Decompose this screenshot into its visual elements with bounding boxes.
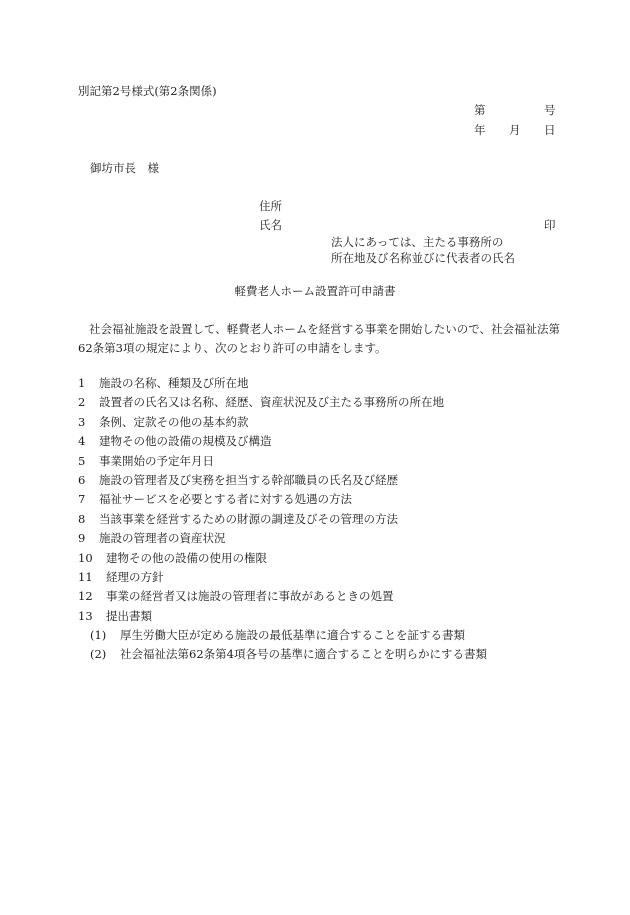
- list-item: [78, 591, 487, 610]
- list-item: [78, 550, 487, 572]
- item-number: 5: [78, 453, 86, 468]
- item-text: 福祉サービスを必要とする者に対する処遇の方法: [99, 492, 352, 507]
- sub-list-item: [78, 649, 487, 668]
- item-text: 建物その他の設備の規模及び構造: [99, 434, 272, 449]
- item-number: 4: [78, 434, 86, 449]
- item-number: 2: [78, 395, 86, 410]
- item-number: 11: [78, 569, 93, 584]
- sub-item-text: 厚生労働大臣が定める施設の最低基準に適合することを証する書類: [120, 628, 465, 643]
- list-item: [78, 494, 487, 513]
- item-text: 施設の管理者の資産状況: [99, 531, 226, 546]
- addressee: 御坊市長 様: [90, 161, 159, 175]
- sub-item-text: 社会福祉法第62条第4項各号の基準に適合することを明らかにする書類: [120, 647, 487, 662]
- item-text: 施設の管理者及び実務を担当する幹部職員の氏名及び経歴: [99, 472, 398, 487]
- item-text: 条例、定款その他の基本約款: [99, 414, 249, 429]
- corporation-note-line: 所在地及び名称並びに代表者の氏名: [331, 250, 515, 265]
- list-item: [78, 533, 487, 552]
- item-number: 12: [78, 589, 93, 604]
- date-year: 年: [474, 123, 486, 137]
- item-text: 当該事業を経営するための財源の調達及びその管理の方法: [99, 511, 398, 526]
- item-text: 事業開始の予定年月日: [99, 453, 214, 468]
- date-month: 月: [509, 123, 521, 137]
- address-label: 住所: [259, 199, 282, 213]
- document-title: 軽費老人ホーム設置許可申請書: [234, 284, 396, 298]
- item-number: 1: [78, 376, 86, 390]
- item-text: 事業の経営者又は施設の管理者に事故があるときの処置: [106, 589, 394, 604]
- sub-item-number: (2): [90, 647, 107, 662]
- name-label: 氏名: [259, 218, 282, 232]
- item-text: 提出書類: [106, 608, 152, 623]
- item-number: 3: [78, 414, 86, 429]
- item-number: 7: [78, 492, 86, 507]
- seal-mark: 印: [544, 218, 556, 232]
- list-item: [78, 397, 487, 416]
- document-number-suffix: 号: [544, 103, 556, 117]
- item-number: 10: [78, 550, 93, 565]
- date-day: 日: [544, 123, 556, 137]
- application-body: 社会福祉施設を設置して、軽費老人ホームを経営する事業を開始したいので、社会福祉法第62条第3項の規定により、次のとおり許可の申請をします。: [78, 322, 561, 355]
- corporation-note: [331, 235, 515, 266]
- document-number-prefix: 第: [474, 103, 486, 117]
- item-text: 経理の方針: [106, 569, 164, 584]
- corporation-note-line: 法人にあっては、主たる事務所の: [331, 235, 504, 249]
- item-number: 9: [78, 531, 86, 546]
- sub-item-number: (1): [90, 628, 107, 643]
- form-label: 別記第2号様式(第2条関係): [78, 84, 217, 98]
- item-number: 13: [78, 608, 93, 623]
- item-text: 建物その他の設備の使用の権限: [106, 550, 267, 565]
- item-text: 設置者の氏名又は名称、経歴、資産状況及び主たる事務所の所在地: [99, 395, 444, 410]
- list-item: [78, 436, 487, 455]
- item-number: 8: [78, 511, 86, 526]
- item-number: 6: [78, 472, 86, 487]
- item-text: 施設の名称、種類及び所在地: [99, 376, 249, 390]
- required-items-list: [78, 378, 487, 669]
